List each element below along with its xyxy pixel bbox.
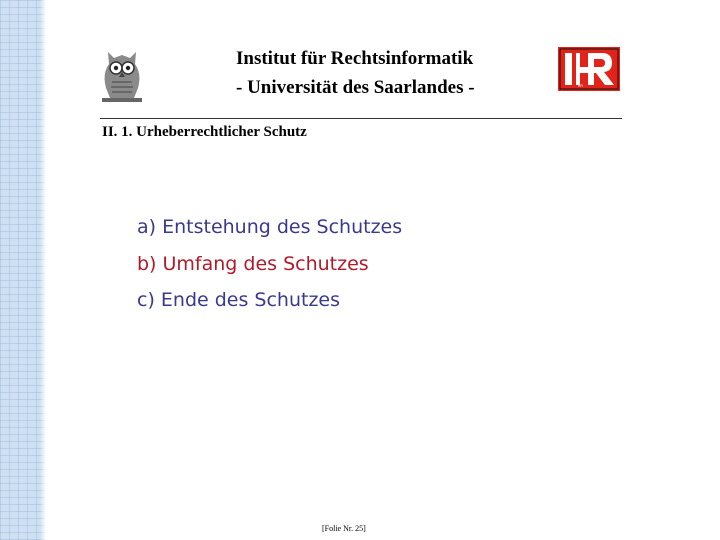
ifr-logo-icon (558, 47, 620, 91)
header-divider (100, 118, 622, 119)
list-item-entstehung: a) Entstehung des Schutzes (137, 216, 403, 238)
section-title: II. 1. Urheberrechtlicher Schutz (102, 124, 307, 140)
owl-seal-icon (98, 46, 146, 104)
decorative-sidebar (0, 0, 46, 540)
list-item-ende: c) Ende des Schutzes (137, 289, 341, 311)
university-subtitle: - Universität des Saarlandes - (236, 77, 475, 98)
institute-title: Institut für Rechtsinformatik (236, 48, 474, 69)
list-item-umfang: b) Umfang des Schutzes (137, 253, 369, 275)
ifr-logo-text: IfR (578, 83, 584, 88)
slide-number: [Folie Nr. 25] (322, 524, 366, 533)
